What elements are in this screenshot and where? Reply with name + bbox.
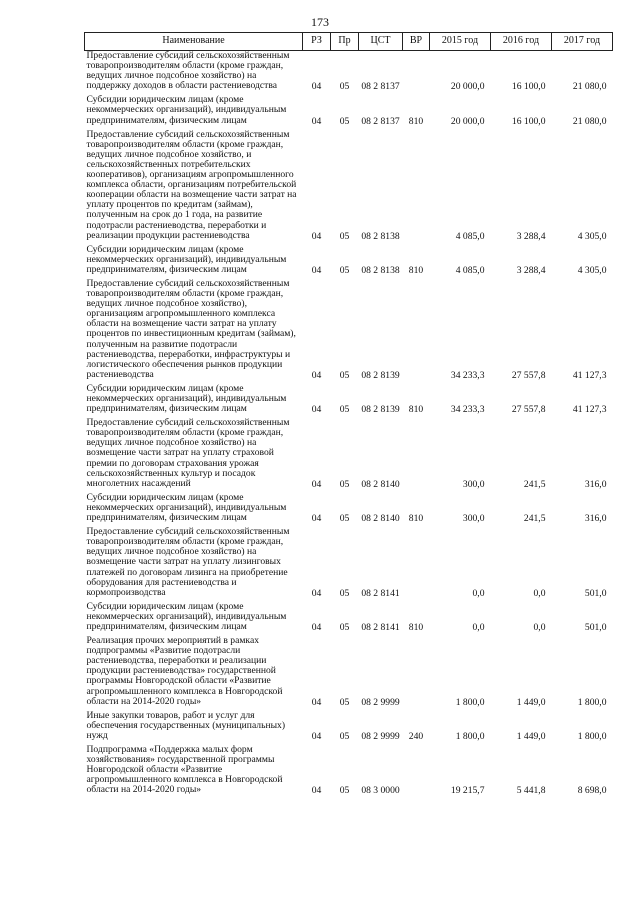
cell-rz: 04 (311, 730, 322, 742)
cell-2016: 3 288,4 (516, 264, 546, 276)
cell-name: Предоставление субсидий сельскохозяйственным товаропроизводителям области (кроме граждан, ведущих личное подсобное хозяйство) на возмещение части затрат на уплату страховой премии по договорам страхования урожая сельскохозяйственных культур и посадок многолетних насаждений (86, 417, 290, 489)
cell-2017: 1 800,0 (577, 730, 607, 742)
cell-name: Предоставление субсидий сельскохозяйственным товаропроизводителям области (кроме граждан, ведущих личное подсобное хозяйство) на возмещение части затрат на уплату лизинговых платежей по договорам лизинга на приобретение оборудования для растениеводства и кормопроизводства (86, 526, 290, 598)
cell-2015: 20 000,0 (450, 81, 485, 93)
table-body (85, 51, 613, 797)
cell-pr: 05 (339, 230, 350, 242)
header-2016: 2016 год (491, 33, 552, 51)
cell-2016: 241,5 (523, 478, 546, 490)
cell-pr: 05 (339, 621, 350, 633)
cell-cst: 08 2 8141 (361, 621, 400, 633)
cell-2015: 1 800,0 (455, 696, 485, 708)
cell-2016: 27 557,8 (511, 404, 546, 416)
cell-vr (403, 127, 430, 242)
cell-2016: 5 441,8 (516, 785, 546, 797)
cell-name: Предоставление субсидий сельскохозяйственным товаропроизводителям области (кроме граждан, ведущих личное подсобное хозяйство) на поддержку доходов в области растениеводства (86, 50, 290, 92)
header-vr: ВР (403, 33, 430, 51)
cell-rz: 04 (311, 115, 322, 127)
cell-rz: 04 (311, 404, 322, 416)
cell-cst: 08 2 8138 (361, 264, 400, 276)
cell-2016: 0,0 (533, 587, 546, 599)
table-row (85, 742, 613, 796)
table-row (85, 633, 613, 708)
cell-2015: 4 085,0 (455, 230, 485, 242)
cell-2015: 0,0 (472, 587, 485, 599)
cell-vr (403, 524, 430, 599)
cell-2015: 300,0 (462, 513, 485, 525)
cell-2017: 316,0 (584, 513, 607, 525)
cell-pr: 05 (339, 696, 350, 708)
cell-pr: 05 (339, 115, 350, 127)
cell-cst: 08 2 8140 (361, 478, 400, 490)
cell-rz: 04 (311, 785, 322, 797)
cell-2017: 21 080,0 (572, 115, 607, 127)
cell-2017: 501,0 (584, 621, 607, 633)
table-row (85, 524, 613, 599)
cell-2015: 300,0 (462, 478, 485, 490)
table-row (85, 51, 613, 93)
table-row (85, 242, 613, 276)
cell-pr: 05 (339, 81, 350, 93)
cell-name: Субсидии юридическим лицам (кроме некоммерческих организаций), индивидуальным предпринимателям, физическим лицам (86, 600, 287, 632)
cell-2015: 4 085,0 (455, 264, 485, 276)
cell-vr: 240 (408, 730, 424, 742)
cell-pr: 05 (339, 513, 350, 525)
cell-2017: 21 080,0 (572, 81, 607, 93)
cell-cst: 08 2 8138 (361, 230, 400, 242)
cell-pr: 05 (339, 264, 350, 276)
cell-pr: 05 (339, 404, 350, 416)
cell-pr: 05 (339, 478, 350, 490)
cell-rz: 04 (311, 81, 322, 93)
cell-2015: 1 800,0 (455, 730, 485, 742)
cell-2016: 241,5 (523, 513, 546, 525)
cell-2015: 20 000,0 (450, 115, 485, 127)
table-row (85, 381, 613, 415)
cell-2017: 8 698,0 (577, 785, 607, 797)
cell-name: Субсидии юридическим лицам (кроме некоммерческих организаций), индивидуальным предпринимателям, физическим лицам (86, 382, 287, 415)
cell-pr: 05 (339, 587, 350, 599)
cell-name: Субсидии юридическим лицам (кроме некоммерческих организаций), индивидуальным предпринимателям, физическим лицам (86, 94, 287, 126)
cell-cst: 08 2 8140 (361, 513, 400, 525)
cell-2016: 16 100,0 (511, 81, 546, 93)
cell-2015: 34 233,3 (450, 369, 485, 381)
table-row (85, 415, 613, 490)
cell-2015: 0,0 (472, 621, 485, 633)
table-row (85, 276, 613, 381)
cell-name: Иные закупки товаров, работ и услуг для обеспечения государственных (муниципальных) нужд (86, 709, 286, 741)
cell-cst: 08 2 8141 (361, 587, 400, 599)
cell-2016: 1 449,0 (516, 696, 546, 708)
cell-vr: 810 (408, 115, 424, 127)
table-row (85, 599, 613, 633)
header-2017: 2017 год (552, 33, 613, 51)
cell-vr (403, 276, 430, 381)
cell-vr: 810 (408, 621, 424, 633)
cell-2016: 0,0 (533, 621, 546, 633)
budget-table (84, 32, 613, 796)
header-cst: ЦСТ (359, 33, 403, 51)
page-number: 173 (311, 15, 329, 29)
cell-2017: 41 127,3 (572, 369, 607, 381)
cell-cst: 08 2 9999 (361, 696, 400, 708)
cell-rz: 04 (311, 230, 322, 242)
header-name: Наименование (85, 33, 303, 51)
cell-name: Реализация прочих мероприятий в рамках подпрограммы «Развитие подотрасли растениеводства, переработки и реализации продукции растениеводства» государственной программы Новгородской области «Развитие агропромышленного комплекса в Новгородской области на 2014-2020 годы» (86, 635, 283, 707)
table-row (85, 127, 613, 242)
cell-pr: 05 (339, 730, 350, 742)
cell-rz: 04 (311, 478, 322, 490)
cell-2015: 19 215,7 (450, 785, 485, 797)
table-row (85, 490, 613, 524)
cell-pr: 05 (339, 785, 350, 797)
cell-2017: 1 800,0 (577, 696, 607, 708)
cell-name: Субсидии юридическим лицам (кроме некоммерческих организаций), индивидуальным предпринимателям, физическим лицам (86, 243, 287, 275)
cell-2016: 1 449,0 (516, 730, 546, 742)
cell-2017: 4 305,0 (577, 264, 607, 276)
cell-rz: 04 (311, 696, 322, 708)
cell-name: Субсидии юридическим лицам (кроме некоммерческих организаций), индивидуальным предпринимателям, физическим лицам (86, 491, 287, 524)
cell-cst: 08 2 8139 (361, 404, 400, 416)
cell-2017: 41 127,3 (572, 404, 607, 416)
cell-vr (403, 633, 430, 708)
cell-cst: 08 2 8137 (361, 115, 400, 127)
cell-2016: 27 557,8 (511, 369, 546, 381)
cell-vr: 810 (408, 513, 424, 525)
cell-name: Предоставление субсидий сельскохозяйственным товаропроизводителям области (кроме граждан, ведущих личное подсобное хозяйство, и сельскохозяйственных потребительских кооперативов), организациям агропромышленного комплекса области, организациям потребительской кооперации области на возмещение части затрат на уплату процентов по кредитам (займам), полученным на срок до 1 года, на развитие подотрасли растениеводства, переработки и реализации продукции растениеводства (86, 128, 297, 241)
cell-vr (403, 51, 430, 93)
header-rz: РЗ (303, 33, 331, 51)
header-2015: 2015 год (430, 33, 491, 51)
cell-2016: 3 288,4 (516, 230, 546, 242)
cell-vr (403, 415, 430, 490)
cell-pr: 05 (339, 369, 350, 381)
cell-cst: 08 2 9999 (361, 730, 400, 742)
cell-2017: 501,0 (584, 587, 607, 599)
cell-rz: 04 (311, 264, 322, 276)
cell-rz: 04 (311, 513, 322, 525)
cell-cst: 08 3 0000 (361, 785, 400, 797)
cell-name: Предоставление субсидий сельскохозяйственным товаропроизводителям области (кроме граждан, ведущих личное подсобное хозяйство), организациям агропромышленного комплекса области на возмещение части затрат на уплату процентов по инвестиционным кредитам (займам), полученным на развитие подотрасли растениеводства, переработки, инфраструктуры и логистического обеспечения рынков продукции растениеводства (86, 277, 296, 380)
table-row (85, 92, 613, 126)
cell-2017: 316,0 (584, 478, 607, 490)
cell-cst: 08 2 8139 (361, 369, 400, 381)
cell-rz: 04 (311, 587, 322, 599)
cell-2015: 34 233,3 (450, 404, 485, 416)
cell-vr: 810 (408, 404, 424, 416)
cell-2016: 16 100,0 (511, 115, 546, 127)
cell-vr (403, 742, 430, 796)
cell-2017: 4 305,0 (577, 230, 607, 242)
cell-rz: 04 (311, 621, 322, 633)
table-row (85, 708, 613, 742)
cell-vr: 810 (408, 264, 424, 276)
cell-cst: 08 2 8137 (361, 81, 400, 93)
cell-name: Подпрограмма «Поддержка малых форм хозяйствования» государственной программы Новгородской области «Развитие агропромышленного комплекса в Новгородской области на 2014-2020 годы» (86, 744, 283, 796)
table-header-row (85, 33, 613, 51)
cell-rz: 04 (311, 369, 322, 381)
header-pr: Пр (331, 33, 359, 51)
